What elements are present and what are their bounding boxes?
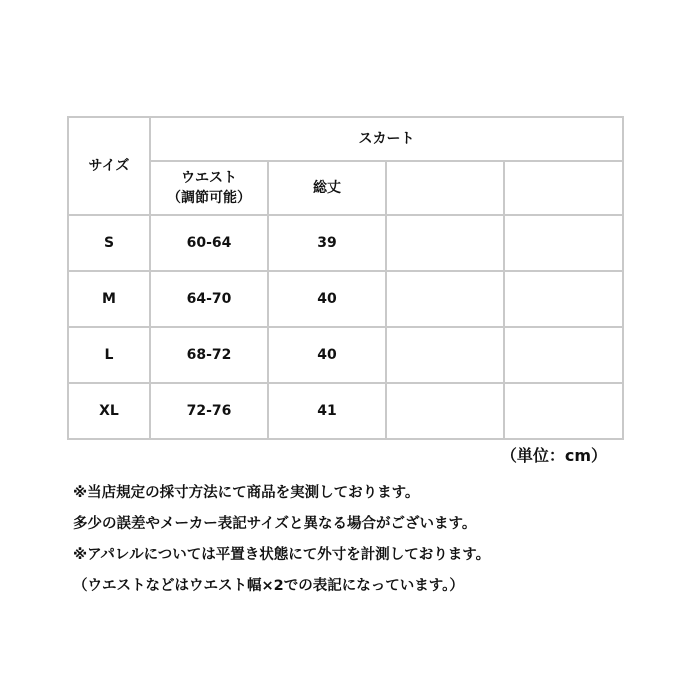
length-cell: 39	[268, 215, 386, 271]
note-line: 多少の誤差やメーカー表記サイズと異なる場合がございます。	[73, 516, 477, 532]
length-cell: 40	[268, 327, 386, 383]
notes	[73, 478, 673, 602]
length-header: 総丈	[268, 161, 386, 215]
waist-header: ウエスト	[181, 169, 237, 186]
empty-header-cell	[504, 161, 623, 215]
unit-label: （単位：cm）	[500, 446, 607, 465]
table-row	[68, 215, 623, 271]
waist-header-cell	[150, 161, 268, 215]
empty-header-cell	[386, 161, 504, 215]
empty-cell	[504, 383, 623, 439]
table-row	[68, 383, 623, 439]
empty-cell	[386, 215, 504, 271]
size-cell: S	[68, 215, 150, 271]
length-cell: 41	[268, 383, 386, 439]
waist-header-sub: （調節可能）	[167, 190, 251, 206]
note-line: ※当店規定の採寸方法にて商品を実測しております。	[73, 485, 420, 501]
empty-cell	[504, 327, 623, 383]
header-row-2	[68, 161, 623, 215]
size-cell: XL	[68, 383, 150, 439]
empty-cell	[386, 271, 504, 327]
skirt-header: スカート	[150, 117, 623, 161]
note-line: ※アパレルについては平置き状態にて外寸を計測しております。	[73, 547, 491, 563]
empty-cell	[386, 383, 504, 439]
note-line: （ウエストなどはウエスト幅×2での表記になっています。）	[73, 578, 464, 594]
length-cell: 40	[268, 271, 386, 327]
waist-cell: 64-70	[150, 271, 268, 327]
waist-cell: 68-72	[150, 327, 268, 383]
waist-cell: 72-76	[150, 383, 268, 439]
size-cell: L	[68, 327, 150, 383]
size-cell: M	[68, 271, 150, 327]
waist-cell: 60-64	[150, 215, 268, 271]
table-row	[68, 327, 623, 383]
header-row-1	[68, 117, 623, 161]
size-header: サイズ	[68, 117, 150, 215]
table-row	[68, 271, 623, 327]
size-table	[67, 116, 624, 440]
empty-cell	[504, 215, 623, 271]
empty-cell	[386, 327, 504, 383]
empty-cell	[504, 271, 623, 327]
